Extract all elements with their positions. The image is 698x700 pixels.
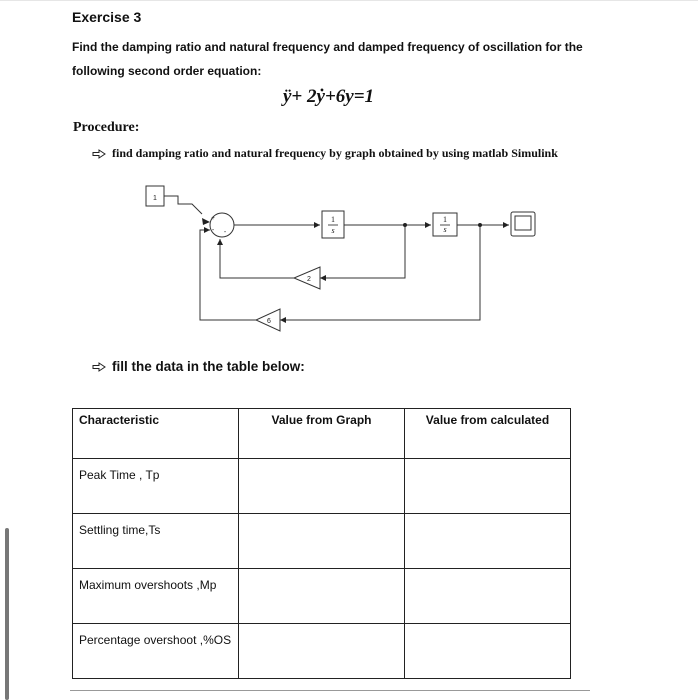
page-top-edge: [0, 0, 698, 1]
exercise-title: Exercise 3: [72, 9, 142, 25]
exercise-instruction: Find the damping ratio and natural frequency and damped frequency of oscillation for the following second order equation:: [72, 40, 583, 78]
cell-characteristic: Maximum overshoots ,Mp: [73, 569, 239, 624]
scrollbar[interactable]: [5, 528, 9, 700]
sum-sign-minus-1: -: [211, 227, 215, 234]
procedure-step-2-text: fill the data in the table below:: [112, 359, 305, 374]
header-value-from-graph: Value from Graph: [239, 409, 405, 459]
header-characteristic: Characteristic: [73, 409, 239, 459]
cell-calculated-value[interactable]: [405, 459, 571, 514]
integrator-2-denominator: s: [443, 225, 447, 234]
sum-sign-minus-2: -: [223, 229, 227, 236]
differential-equation: ÿ+ 2ẏ+6y=1: [283, 86, 375, 107]
cell-calculated-value[interactable]: [405, 624, 571, 679]
table-row: [73, 459, 571, 514]
procedure-step-1: [92, 146, 558, 161]
gain-2-label: 2: [307, 276, 311, 283]
procedure-heading: Procedure:: [73, 120, 140, 135]
integrator-2-numerator: 1: [443, 215, 447, 224]
footer-divider: [70, 690, 590, 691]
gain-6-label: 6: [267, 318, 271, 325]
cell-calculated-value[interactable]: [405, 514, 571, 569]
table-row: [73, 514, 571, 569]
cell-graph-value[interactable]: [239, 624, 405, 679]
header-value-from-calculated: Value from calculated: [405, 409, 571, 459]
table-header-row: [73, 409, 571, 459]
cell-characteristic: Percentage overshoot ,%OS: [73, 624, 239, 679]
integrator-1-numerator: 1: [331, 215, 335, 224]
procedure-step-2: [92, 359, 305, 374]
results-table: [72, 408, 571, 679]
cell-characteristic: Settling time,Ts: [73, 514, 239, 569]
cell-graph-value[interactable]: [239, 569, 405, 624]
procedure-step-1-text: find damping ratio and natural frequency by graph obtained by using matlab Simulink: [112, 146, 558, 160]
cell-graph-value[interactable]: [239, 459, 405, 514]
cell-graph-value[interactable]: [239, 514, 405, 569]
right-arrow-icon: [92, 362, 106, 372]
table-row: [73, 569, 571, 624]
sum-sign-plus: +: [211, 216, 215, 222]
right-arrow-icon: [92, 149, 106, 159]
table-row: [73, 624, 571, 679]
constant-label: 1: [153, 195, 157, 202]
integrator-1-denominator: s: [331, 226, 335, 235]
simulink-block-diagram: [140, 178, 540, 338]
cell-calculated-value[interactable]: [405, 569, 571, 624]
cell-characteristic: Peak Time , Tp: [73, 459, 239, 514]
